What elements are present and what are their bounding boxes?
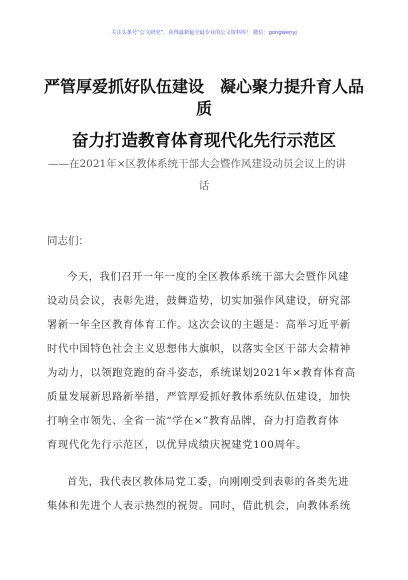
paragraph-1-line-7: 打响全市领先、全省一流“学在×”教育品牌，奋力打造教育体 bbox=[47, 415, 339, 427]
paragraph-1-line-2: 设动员会议，表彰先进，鼓舞造势，切实加强作风建设，研究部 bbox=[47, 295, 351, 307]
paragraph-1-line-3: 署新一年全区教育体育工作。这次会议的主题是：高举习近平新 bbox=[47, 319, 351, 331]
paragraph-2-line-1: 首先，我代表区教体局党工委，向刚刚受到表彰的各类先进 bbox=[67, 476, 350, 488]
title-line-1: 严管厚爱抓好队伍建设 凝心聚力提升育人品 bbox=[43, 77, 364, 96]
title-line-2: 质 bbox=[195, 99, 212, 118]
paragraph-2-line-2: 集体和先进个人表示热烈的祝贺。同时，借此机会，向教体系统 bbox=[47, 500, 351, 512]
paragraph-1-line-4: 时代中国特色社会主义思想伟大旗帜，以落实全区干部大会精神 bbox=[47, 343, 351, 355]
paragraph-1-line-5: 为动力，以领跑竞跑的奋斗姿态，系统谋划2021年×教育体育高 bbox=[47, 367, 356, 379]
subtitle-line-1: ——在2021年×区教体系统干部大会暨作风建设动员会议上的讲 bbox=[48, 158, 347, 170]
subtitle-line-2: 话 bbox=[198, 180, 210, 192]
salutation: 同志们： bbox=[47, 235, 89, 247]
paragraph-1-line-8: 育现代化先行示范区，以优异成绩庆祝建党100周年。 bbox=[47, 439, 307, 451]
paragraph-1-line-6: 质量发展新思路新举措，严管厚爱抓好教体系统队伍建设，加快 bbox=[47, 391, 351, 403]
paragraph-1-line-1: 今天，我们召开一年一度的全区教体系统干部大会暨作风建 bbox=[67, 271, 350, 283]
header-banner: 关注头条号“公文研究”，获得最新最全最专业的公文资料库！ 微信：gongwenyj bbox=[111, 30, 297, 36]
title-line-3: 奋力打造教育体育现代化先行示范区 bbox=[72, 131, 336, 150]
